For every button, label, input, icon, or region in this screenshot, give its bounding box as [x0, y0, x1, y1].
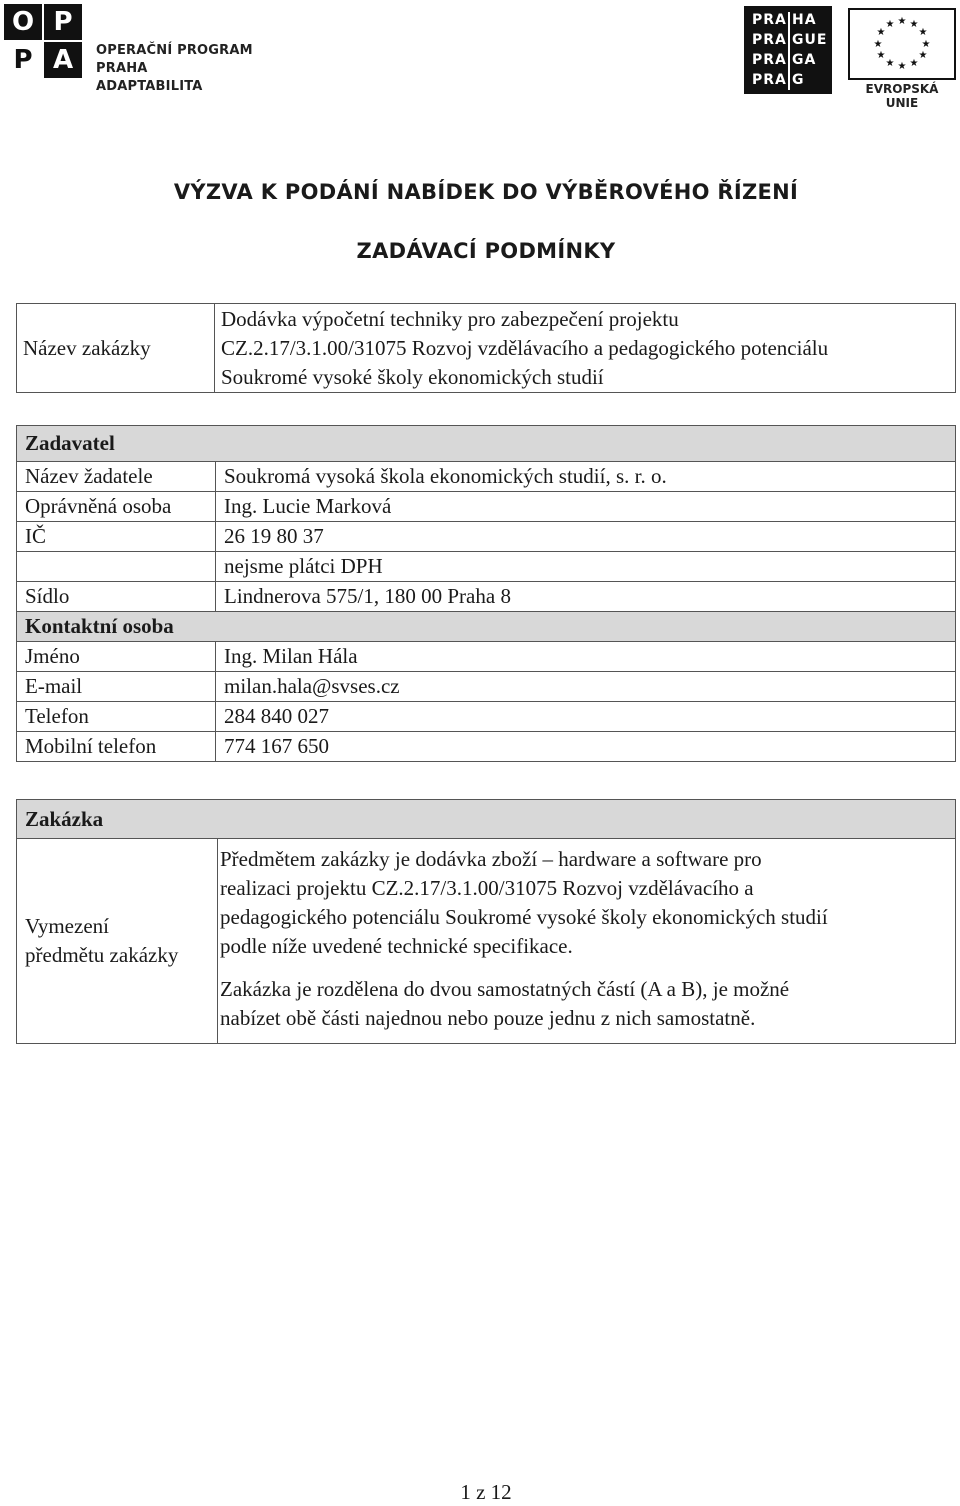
section-heading-row: [17, 612, 956, 642]
contract-heading: Zakázka: [17, 800, 956, 839]
praha-logo-row: [744, 12, 832, 31]
subject-text-line: realizaci projektu CZ.2.17/3.1.00/31075 Rozvoj vzdělávacího a: [220, 876, 754, 900]
oppa-letter: A: [44, 42, 82, 78]
oppa-letter: O: [4, 4, 42, 40]
svg-text:★: ★: [876, 50, 886, 61]
praha-logo: [744, 6, 832, 94]
contract-name-line: CZ.2.17/3.1.00/31075 Rozvoj vzdělávacího a pedagogického potenciálu: [221, 335, 829, 360]
table-row: [17, 702, 956, 732]
contact-person-heading: Kontaktní osoba: [17, 612, 956, 642]
row-label: Sídlo: [17, 582, 216, 612]
subject-label: [17, 839, 218, 1044]
section-heading-row: [17, 426, 956, 462]
eu-logo: [848, 8, 956, 110]
row-label: E-mail: [17, 672, 216, 702]
contract-table: [16, 799, 956, 1044]
subject-text-line: Zakázka je rozdělena do dvou samostatných částí (A a B), je možné: [220, 977, 790, 1001]
oppa-line1: OPERAČNÍ PROGRAM PRAHA: [96, 43, 253, 76]
document-subtitle: ZADÁVACÍ PODMÍNKY: [356, 239, 616, 263]
subject-label-line: předmětu zakázky: [25, 943, 179, 967]
praha-left: PRA: [752, 72, 787, 88]
contract-name-value: [215, 304, 956, 393]
praha-right: HA: [792, 12, 817, 28]
subject-text-line: nabízet obě části najednou nebo pouze jednu z nich samostatně.: [220, 1006, 756, 1030]
row-value: Soukromá vysoká škola ekonomických studií, s. r. o.: [216, 462, 956, 492]
svg-text:★: ★: [897, 61, 907, 72]
table-row: [17, 552, 956, 582]
contract-name-line: Soukromé vysoké školy ekonomických studií: [221, 364, 604, 389]
contract-name-table: [16, 303, 956, 393]
contracting-authority-table: [16, 425, 956, 762]
email-value: milan.hala@svses.cz: [216, 672, 956, 702]
eu-logo-text: EVROPSKÁ UNIE: [865, 82, 939, 110]
row-label: [17, 552, 216, 582]
row-value: nejsme plátci DPH: [216, 552, 956, 582]
praha-right: GUE: [792, 32, 828, 48]
praha-left: PRA: [752, 52, 787, 68]
row-value: Lindnerova 575/1, 180 00 Praha 8: [216, 582, 956, 612]
praha-logo-row: [744, 32, 832, 51]
oppa-logo-text: [96, 42, 304, 96]
oppa-logo-mark: [4, 4, 88, 82]
praha-left: PRA: [752, 12, 787, 28]
table-row: [17, 582, 956, 612]
svg-text:★: ★: [876, 27, 886, 38]
table-row: [17, 672, 956, 702]
contract-name-line: Dodávka výpočetní techniky pro zabezpečení projektu: [221, 306, 679, 331]
row-value: 774 167 650: [216, 732, 956, 762]
svg-text:★: ★: [918, 50, 928, 61]
row-label: Název žadatele: [17, 462, 216, 492]
svg-text:★: ★: [885, 58, 895, 69]
subject-description: [218, 839, 956, 1044]
row-value: 26 19 80 37: [216, 522, 956, 552]
row-label: IČ: [17, 522, 216, 552]
svg-text:★: ★: [873, 39, 883, 50]
row-label: Jméno: [17, 642, 216, 672]
oppa-letter: P: [4, 42, 42, 78]
row-value: Ing. Lucie Marková: [216, 492, 956, 522]
page-number: 1 z 12: [460, 1480, 512, 1504]
row-label: Oprávněná osoba: [17, 492, 216, 522]
table-row: [17, 642, 956, 672]
table-row: [17, 839, 956, 1044]
svg-text:★: ★: [885, 19, 895, 30]
subject-text-line: pedagogického potenciálu Soukromé vysoké školy ekonomických studií: [220, 905, 828, 929]
eu-stars-icon: [850, 10, 954, 78]
oppa-logo: [4, 4, 304, 94]
praha-right: G: [792, 72, 805, 88]
section-heading-row: [17, 800, 956, 839]
table-row: [17, 492, 956, 522]
document-title: VÝZVA K PODÁNÍ NABÍDEK DO VÝBĚROVÉHO ŘÍZENÍ: [173, 180, 799, 204]
praha-right: GA: [792, 52, 817, 68]
contracting-authority-heading: Zadavatel: [17, 426, 956, 462]
table-row: [17, 732, 956, 762]
praha-left: PRA: [752, 32, 787, 48]
oppa-line2: ADAPTABILITA: [96, 79, 203, 94]
praha-logo-row: [744, 52, 832, 71]
table-row: [17, 304, 956, 393]
eu-flag-icon: [848, 8, 956, 80]
subject-text-line: Předmětem zakázky je dodávka zboží – hardware a software pro: [220, 847, 762, 871]
row-value: 284 840 027: [216, 702, 956, 732]
svg-text:★: ★: [909, 58, 919, 69]
subject-label-line: Vymezení: [25, 914, 109, 938]
table-row: [17, 462, 956, 492]
svg-text:★: ★: [918, 27, 928, 38]
svg-text:★: ★: [909, 19, 919, 30]
contract-name-label: Název zakázky: [17, 304, 215, 393]
svg-text:★: ★: [921, 39, 931, 50]
row-value: Ing. Milan Hála: [216, 642, 956, 672]
praha-logo-row: [744, 72, 832, 91]
row-label: Telefon: [17, 702, 216, 732]
oppa-letter: P: [44, 4, 82, 40]
subject-text-line: podle níže uvedené technické specifikace.: [220, 934, 573, 958]
row-label: Mobilní telefon: [17, 732, 216, 762]
svg-text:★: ★: [897, 16, 907, 27]
table-row: [17, 522, 956, 552]
